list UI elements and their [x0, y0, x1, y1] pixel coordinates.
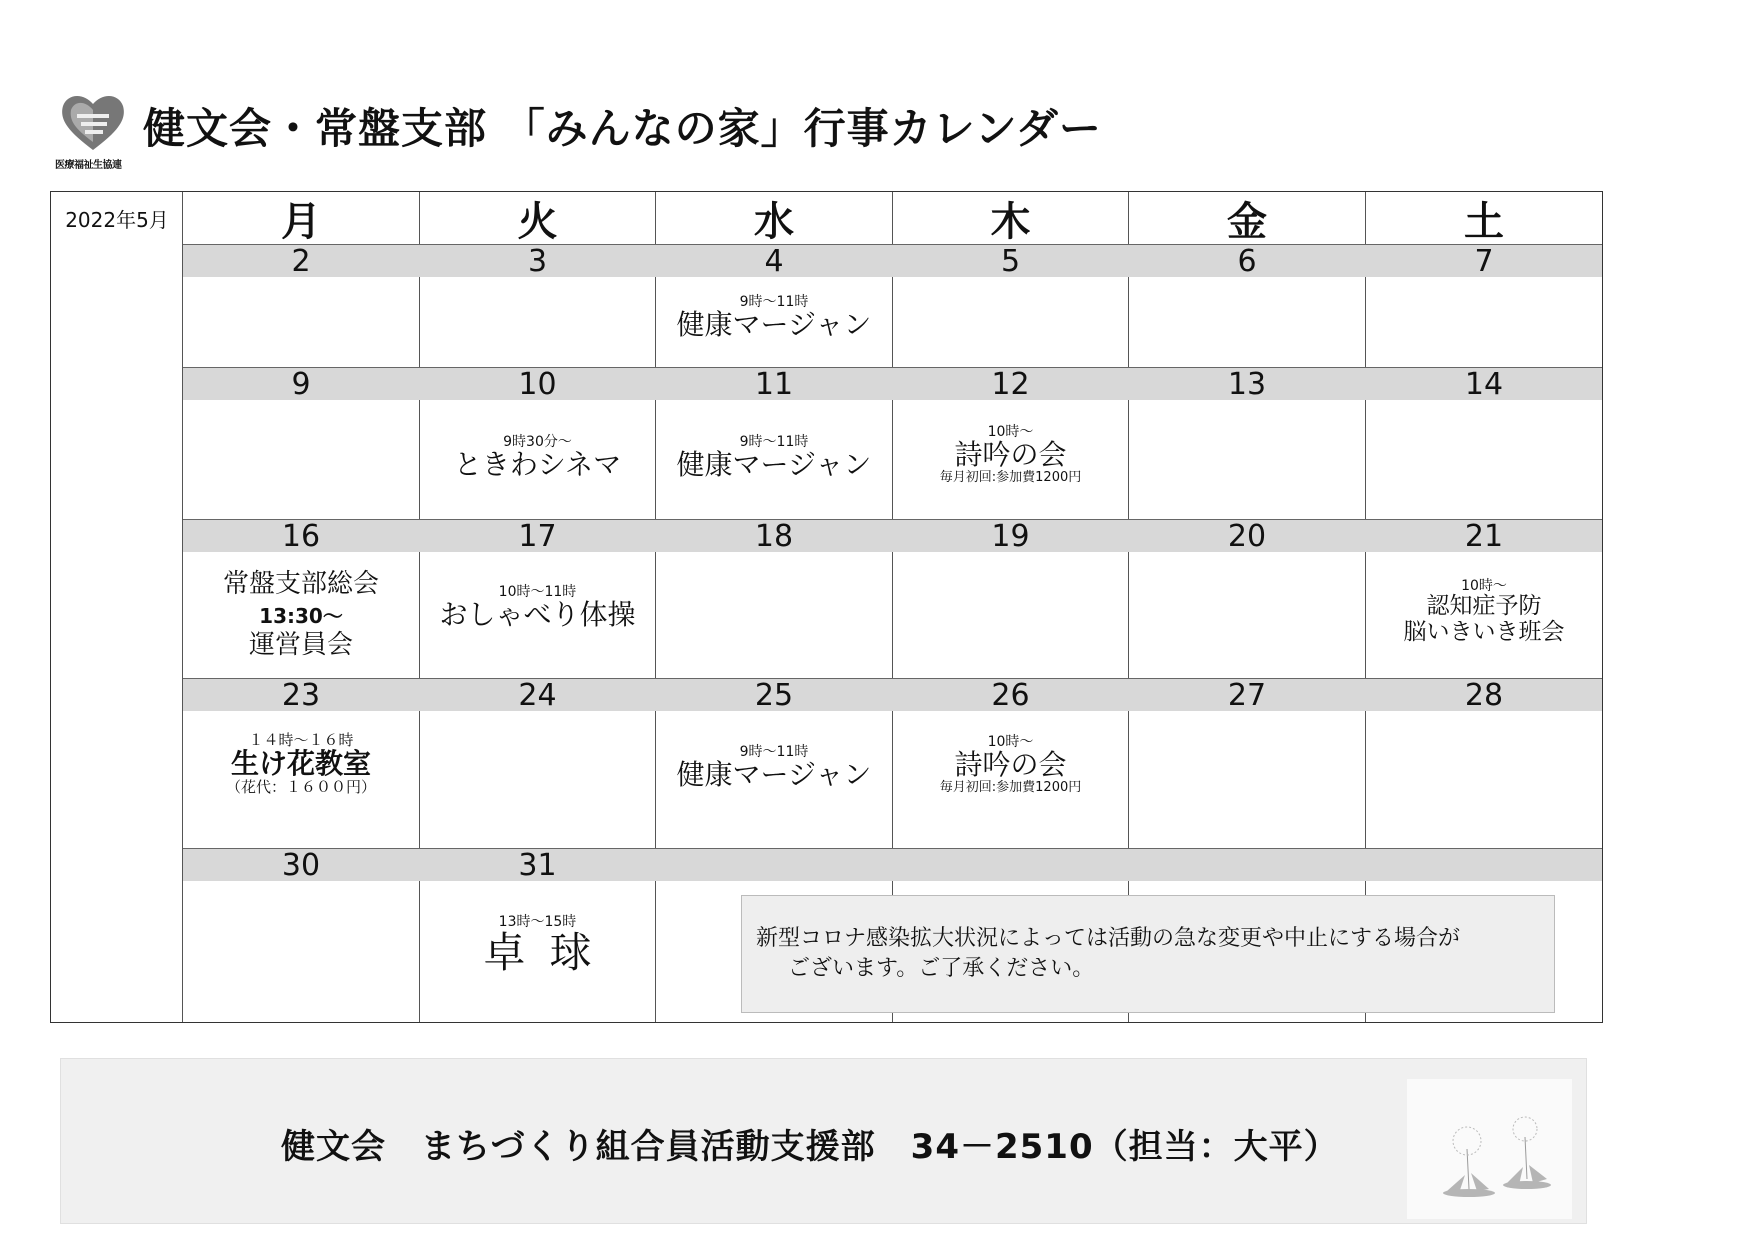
event-name: 詩吟の会 [954, 438, 1067, 472]
event-time: 13:30～ [259, 603, 343, 628]
event-name: 詩吟の会 [954, 748, 1067, 782]
dow-thu: 木 [990, 198, 1031, 245]
date-cell: 17 [518, 518, 557, 554]
event-general-meeting [183, 570, 419, 659]
event-time: 9時～11時 [739, 294, 809, 310]
notice-line: ございます。ご了承ください。 [788, 955, 1095, 981]
event-name: 生け花教室 [230, 746, 371, 780]
page-title: 健文会・常盤支部 「みんなの家」行事カレンダー [143, 104, 1102, 153]
event-name: おしゃべり体操 [439, 598, 636, 632]
event-time: 9時～11時 [739, 434, 809, 450]
event-name: 健康マージャン [676, 448, 872, 482]
event-line1: 認知症予防 [1426, 593, 1542, 620]
event-time: １４時～１６時 [248, 731, 354, 749]
date-cell: 20 [1227, 518, 1267, 554]
date-cell: 24 [518, 677, 557, 713]
event-name: 卓球 [483, 928, 616, 978]
notice-box [741, 895, 1555, 1013]
month-label: 2022年5月 [65, 207, 169, 232]
date-cell: 11 [754, 366, 794, 402]
notice-line: 新型コロナ感染拡大状況によっては活動の急な変更や中止にする場合が [756, 926, 1461, 951]
date-cell: 19 [991, 518, 1030, 554]
logo [55, 92, 135, 172]
date-cell: 14 [1464, 366, 1504, 402]
event-name: ときわシネマ [453, 448, 622, 482]
dow-mon: 月 [281, 198, 321, 245]
date-cell: 5 [1000, 243, 1021, 279]
date-cell: 16 [281, 518, 321, 554]
event-exercise [420, 585, 655, 631]
event-time: 10時～11時 [498, 584, 577, 600]
dow-fri: 金 [1227, 198, 1267, 245]
event-mahjong [656, 295, 892, 341]
dow-sat: 土 [1464, 198, 1504, 245]
date-cell: 13 [1227, 366, 1267, 402]
event-mahjong [656, 745, 892, 791]
event-name: 健康マージャン [676, 308, 872, 342]
event-time: 10時～ [1461, 578, 1507, 594]
date-cell: 31 [518, 847, 557, 883]
event-line1: 常盤支部総会 [222, 569, 379, 599]
date-cell: 30 [281, 847, 321, 883]
event-table-tennis [420, 915, 655, 977]
event-ikebana [183, 732, 419, 796]
event-time: 9時～11時 [739, 744, 809, 760]
date-cell: 21 [1464, 518, 1504, 554]
footer-contact [60, 1058, 1587, 1224]
date-cell: 7 [1474, 243, 1494, 279]
date-cell: 27 [1227, 677, 1267, 713]
event-dementia-prevention [1366, 579, 1602, 645]
event-note: 毎月初回:参加費1200円 [939, 780, 1082, 796]
event-time: 9時30分～ [503, 434, 572, 450]
event-name: 健康マージャン [676, 758, 872, 792]
event-line2: 運営員会 [248, 629, 353, 660]
date-cell: 18 [754, 518, 794, 554]
date-cell: 28 [1464, 677, 1504, 713]
heart-logo-icon [59, 92, 127, 152]
calendar-grid [50, 191, 1603, 1023]
date-cell: 26 [991, 677, 1030, 713]
event-mahjong [656, 435, 892, 481]
date-cell: 10 [518, 366, 557, 402]
date-cell: 2 [291, 243, 311, 279]
event-time: 10時～ [987, 424, 1034, 440]
logo-text: 医療福祉生協連 [55, 160, 122, 171]
event-cinema [420, 435, 655, 481]
date-cell: 3 [527, 243, 548, 279]
event-note: 毎月初回:参加費1200円 [939, 470, 1082, 486]
date-cell: 25 [754, 677, 794, 713]
dandelion-icon [1407, 1079, 1572, 1219]
event-line2: 脳いきいき班会 [1403, 618, 1565, 645]
event-note: （花代：１６００円） [225, 778, 376, 797]
dow-tue: 火 [517, 198, 558, 245]
date-cell: 4 [764, 243, 784, 279]
event-time: 13時～15時 [498, 914, 577, 930]
dow-wed: 水 [754, 198, 794, 245]
footer-text: 健文会 まちづくり組合員活動支援部 34－2510（担当：大平） [281, 1127, 1339, 1167]
date-cell: 9 [291, 366, 311, 402]
page-header [55, 92, 1355, 172]
event-shigin [893, 425, 1128, 485]
date-cell: 6 [1237, 243, 1257, 279]
event-time: 10時～ [987, 734, 1034, 750]
date-cell: 23 [281, 677, 321, 713]
date-cell: 12 [991, 366, 1030, 402]
event-shigin [893, 735, 1128, 795]
